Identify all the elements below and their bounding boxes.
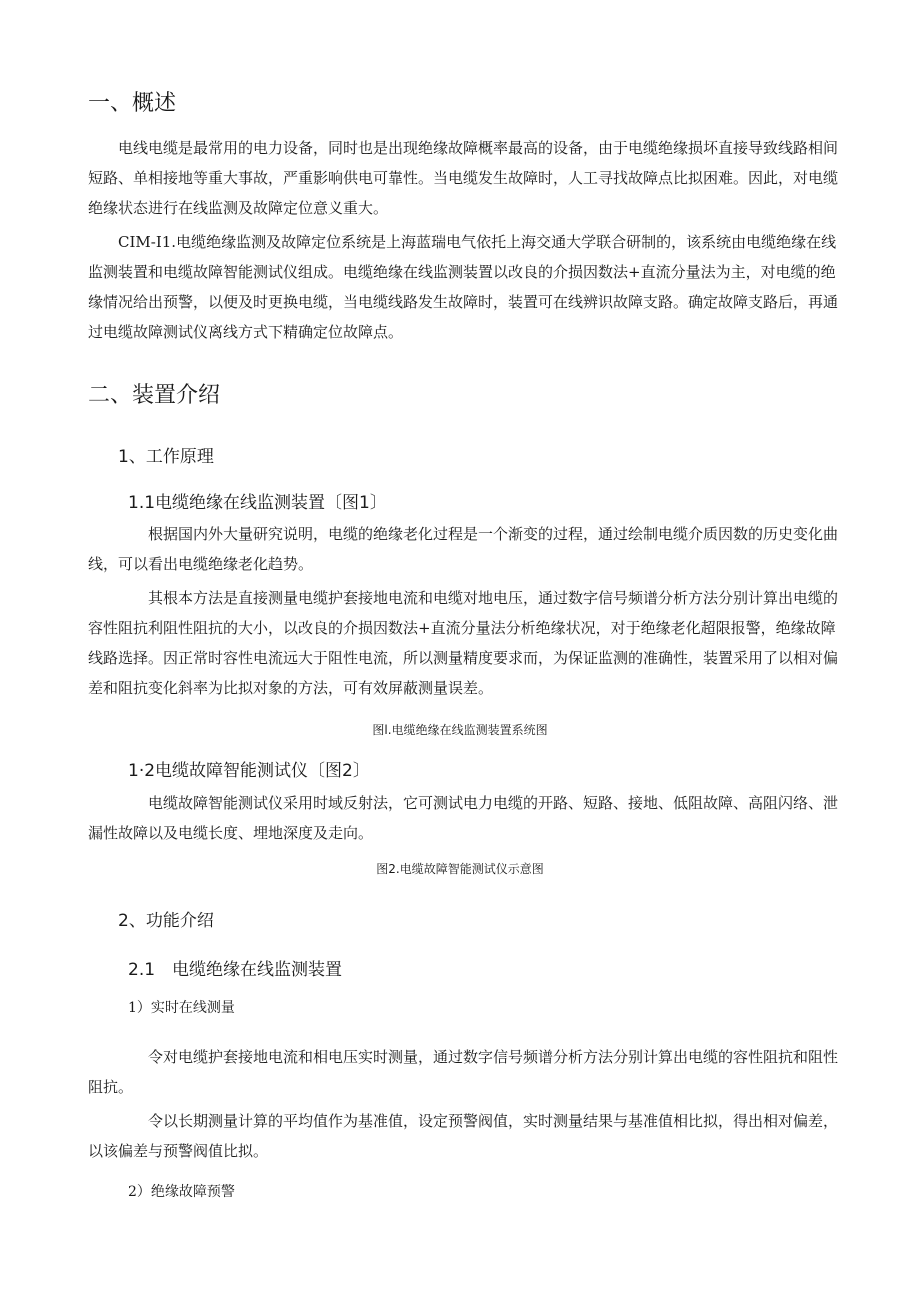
paragraph-1-1-b: 其根本方法是直接测量电缆护套接地电流和电缆对地电压，通过数字信号频谱分析方法分别计算出电缆的容性阻抗利阻性阻抗的大小，以改良的介损因数法+直流分量法分析绝缘状况，对于绝缘老化超限报警，绝缘故障线路选择。因正常时容性电流远大于阻性电流，所以测量精度要求而，为保证监测的准确性，装置采用了以相对偏差和阻抗变化斜率为比拟对象的方法，可有效屏蔽测量误差。 xyxy=(88,589,839,697)
subheading-functions: 2、功能介绍 xyxy=(118,911,214,931)
paragraph-1-2: 电缆故障智能测试仪采用时域反射法，它可测试电力电缆的开路、短路、接地、低阻故障、高阻闪络、泄漏性故障以及电缆长度、埋地深度及走向。 xyxy=(88,794,839,842)
overview-paragraph-1: 电线电缆是最常用的电力设备，同时也是出现绝缘故障概率最高的设备，由于电缆绝缘损坏直接导致线路相间短路、单相接地等重大事故，严重影响供电可靠性。当电缆发生故障时，人工寻找故障点比拟困难。因此，对电缆绝缘状态进行在线监测及故障定位意义重大。 xyxy=(88,139,839,217)
subheading-working-principle: 1、工作原理 xyxy=(118,447,214,467)
list-item-1: 1）实时在线测量 xyxy=(128,1000,235,1016)
section-heading-device: 二、装置介绍 xyxy=(88,383,221,408)
figure-1-caption: 图l.电缆绝缘在线监测装置系统图 xyxy=(372,723,548,737)
paragraph-2-1-a: 令对电缆护套接地电流和相电压实时测量，通过数字信号频谱分析方法分别计算出电缆的容性阻抗和阻性阻抗。 xyxy=(88,1048,839,1096)
figure-2-caption: 图2.电缆故障智能测试仪示意图 xyxy=(376,862,544,876)
list-item-2: 2）绝缘故障预警 xyxy=(128,1184,235,1200)
subheading-1-1: 1.1电缆绝缘在线监测装置〔图1〕 xyxy=(128,493,387,513)
section-heading-overview: 一、概述 xyxy=(88,91,177,116)
paragraph-2-1-b: 令以长期测量计算的平均值作为基准值，设定预警阀值，实时测量结果与基准值相比拟，得出相对偏差，以该偏差与预警阀值比拟。 xyxy=(88,1112,839,1160)
subheading-1-2: 1·2电缆故障智能测试仪〔图2〕 xyxy=(128,761,370,781)
paragraph-1-1-a: 根据国内外大量研究说明，电缆的绝缘老化过程是一个渐变的过程，通过绘制电缆介质因数的历史变化曲线，可以看出电缆绝缘老化趋势。 xyxy=(88,525,839,573)
overview-paragraph-2: CIM-I1.电缆绝缘监测及故障定位系统是上海蓝瑞电气依托上海交通大学联合研制的，该系统由电缆绝缘在线监测装置和电缆故障智能测试仪组成。电缆绝缘在线监测装置以改良的介损因数法+直流分量法为主，对电缆的绝缘情况给出预警，以便及时更换电缆，当电缆线路发生故障时，装置可在线辨识故障支路。确定故障支路后，再通过电缆故障测试仪离线方式下精确定位故障点。 xyxy=(88,233,839,341)
subheading-2-1: 2.1 电缆绝缘在线监测装置 xyxy=(128,960,343,980)
